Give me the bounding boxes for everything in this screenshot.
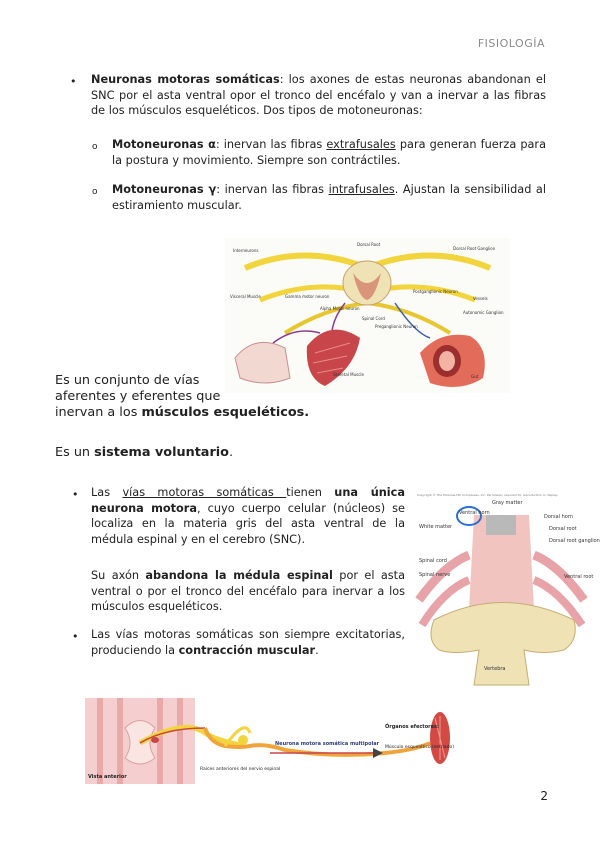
term-somatic-motor-neurons: Neuronas motoras somáticas <box>91 73 280 86</box>
voluntary-bold: sistema voluntario <box>94 445 229 460</box>
fig2-label-gray-matter: Gray matter <box>492 500 523 506</box>
fig2-label-ventral-horn: Ventral horn <box>459 510 490 516</box>
definition-line3 <box>55 405 355 421</box>
page-number: 2 <box>540 789 548 803</box>
fig1-label-preganglionic: Preganglionic Neuron <box>375 324 418 329</box>
text-alpha-post: para generan fuerza para la postura y movimiento. Siempre son contráctiles. <box>112 138 546 167</box>
sub-bullet-circle: o <box>92 142 98 152</box>
fig1-label-gamma: Gamma motor neuron <box>285 294 330 299</box>
fig1-label-vessels: Vessels <box>473 296 488 301</box>
fig2-label-dorsal-root: Dorsal root <box>549 526 577 532</box>
fig2-label-spinal-nerve: Spinal nerve <box>419 572 451 578</box>
text-alpha-underlined: extrafusales <box>326 138 396 151</box>
p2-post: por el asta ventral o por el tronco del encéfalo para inervar a los músculos esqueléticos. <box>91 569 406 613</box>
voluntary-system-line <box>55 445 355 461</box>
text-somatic-motor-neurons: : los axones de estas neuronas abandonan el SNC por el asta ventral opor el tronco del encéfalo y van a inervar a las fibras de los músculos esqueléticos. Dos tipos de motoneuronas: <box>91 73 546 117</box>
paragraph-alpha-motor-neurons <box>112 137 546 168</box>
fig2-label-white-matter: White matter <box>419 524 453 530</box>
paragraph-single-motor-neuron <box>91 485 405 547</box>
fig1-label-visceral: Visceral Muscle <box>230 294 261 299</box>
definition-line1: Es un conjunto de vías <box>55 373 200 388</box>
fig3-label-view: Vista anterior <box>88 774 127 780</box>
fig1-label-alpha: Alpha Motor neuron <box>320 306 360 311</box>
fig1-label-skeletal: Skeletal Muscle <box>333 372 364 377</box>
fig2-label-ventral-root: Ventral root <box>564 574 594 580</box>
fig1-label-spinal-cord: Spinal Cord <box>362 316 385 321</box>
fig2-label-drg: Dorsal root ganglion <box>549 538 600 544</box>
nervous-pathways-figure <box>225 238 510 393</box>
b1-mid: tienen <box>286 486 335 499</box>
fig3-label-organs: Órganos efectores: <box>385 724 439 730</box>
paragraph-axon <box>91 568 405 615</box>
text-alpha-pre: : inervan las fibras <box>215 138 327 151</box>
bullet-dot: • <box>70 75 77 88</box>
definition-line3-bold: músculos esqueléticos. <box>141 405 310 420</box>
definition-line2: aferentes y eferentes que <box>55 389 221 404</box>
b3-bold: contracción muscular <box>178 643 316 657</box>
bullet-dot: • <box>72 630 79 643</box>
term-alpha: Motoneuronas α <box>112 138 216 151</box>
term-gamma: Motoneuronas γ <box>112 183 217 196</box>
motor-neuron-figure <box>85 698 465 784</box>
spinal-cord-figure <box>414 490 600 692</box>
fig1-label-interneurons: Interneurons <box>233 248 259 253</box>
fig1-label-autonomic: Autonomic Ganglion <box>463 310 504 315</box>
b1-bold: una única neurona motora <box>91 486 405 515</box>
voluntary-pre: Es un <box>55 445 95 460</box>
b3-pre: Las vías motoras somáticas son siempre excitatorias, produciendo la <box>91 628 405 657</box>
fig3-label-muscle: Músculo esquelético (estriado) <box>385 745 454 750</box>
text-gamma-pre: : inervan las fibras <box>216 183 329 196</box>
text-gamma-underlined: intrafusales <box>328 183 395 196</box>
fig1-label-gut: Gut <box>471 374 479 379</box>
page-header: FISIOLOGÍA <box>477 37 545 50</box>
definition-line3-pre: inervan a los <box>55 405 142 420</box>
fig3-label-neuron: Neurona motora somática multipolar <box>275 741 380 747</box>
b3-post: . <box>315 643 319 657</box>
fig1-label-postganglionic: Postganglionic Neuron <box>413 289 458 294</box>
paragraph-motor-neurons <box>91 72 546 119</box>
fig3-label-roots: Raíces anteriores del nervio espinal <box>200 767 281 772</box>
b1-pre: Las <box>91 486 123 499</box>
text-gamma-post: . Ajustan la sensibilidad al estiramiento muscular. <box>112 183 546 212</box>
paragraph-gamma-motor-neurons <box>112 182 546 213</box>
p2-bold: abandona la médula espinal <box>145 569 333 582</box>
b1-underlined: vías motoras somáticas <box>122 486 287 499</box>
p2-pre: Su axón <box>91 569 146 582</box>
fig1-label-drg: Dorsal Root Ganglion <box>453 246 496 251</box>
paragraph-excitatory <box>91 627 405 658</box>
fig2-label-vertebra: Vertebra <box>484 666 506 672</box>
b1-post: , cuyo cuerpo celular (núcleos) se localiza en la materia gris del asta ventral de la médula espinal y en el cerebro (SNC). <box>91 501 405 546</box>
fig2-label-dorsal-horn: Dorsal horn <box>544 514 573 520</box>
sub-bullet-circle: o <box>92 187 98 197</box>
voluntary-post: . <box>228 445 234 460</box>
fig2-credit: Copyright © The McGraw-Hill Companies, Inc. Permission required for reproduction or display. <box>417 493 558 497</box>
bullet-dot: • <box>72 488 79 501</box>
fig1-label-dorsal-root: Dorsal Root <box>357 242 381 247</box>
fig2-label-spinal-cord: Spinal cord <box>419 558 447 564</box>
